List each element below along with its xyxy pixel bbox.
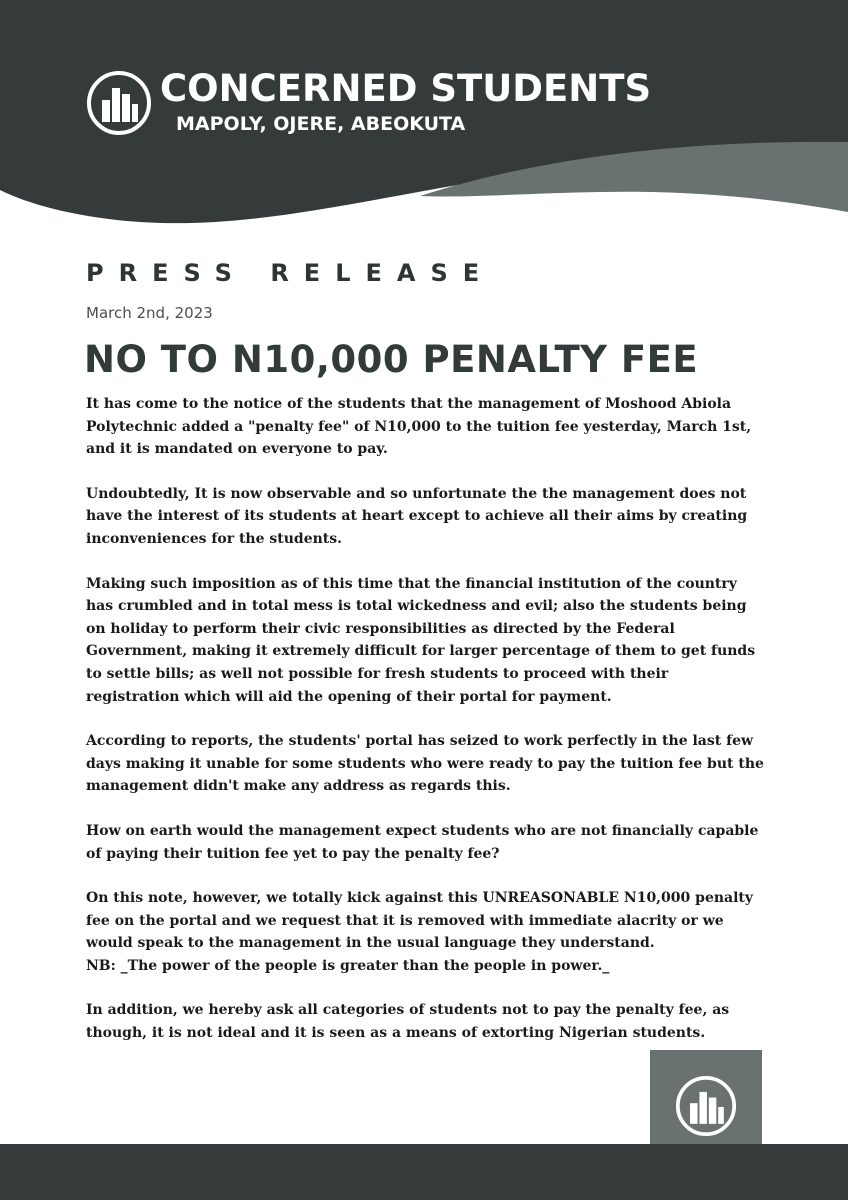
org-name: CONCERNED STUDENTS [160,67,652,110]
buildings-circle-logo-icon [86,70,152,136]
release-date: March 2nd, 2023 [86,304,213,322]
paragraph-2: Undoubtedly, It is now observable and so unfortunate the the management does not have the interest of its students at heart except to achieve all their aims by creating inconveniences for the students. [86,485,748,547]
press-release-label: PRESS RELEASE [86,259,495,287]
headline: NO TO N10,000 PENALTY FEE [84,338,699,381]
org-location: MAPOLY, OJERE, ABEOKUTA [176,113,466,135]
paragraph-4: According to reports, the students' portal has seized to work perfectly in the last few days making it unable for some students who were ready to pay the tuition fee but the management didn't make any address as regards this. [86,733,764,795]
footer-bar [0,1144,848,1200]
buildings-circle-logo-icon [675,1075,737,1137]
paragraph-3: Making such imposition as of this time that the financial institution of the country has crumbled and in total mess is total wickedness and evil; also the students being on holiday to perform their civic responsibilities as directed by the Federal Government, making it extremely difficult for larger percentage of them to get funds to settle bills; as well not possible for fresh students to proceed with their registration which will aid the opening of their portal for payment. [86,575,756,705]
paragraph-7: In addition, we hereby ask all categories of students not to pay the penalty fee, as though, it is not ideal and it is seen as a means of extorting Nigerian students. [86,1002,730,1042]
paragraph-1: It has come to the notice of the students that the management of Moshood Abiola Polytechnic added a "penalty fee" of N10,000 to the tuition fee yesterday, March 1st, and it is mandated on everyone to pay. [86,396,752,458]
paragraph-6: On this note, however, we totally kick against this UNREASONABLE N10,000 penalty fee on the portal and we request that it is removed with immediate alacrity or we would speak to the management in the usual language they understand. [86,890,754,952]
release-body [86,393,766,1067]
nb-note: NB: _The power of the people is greater than the people in power._ [86,957,610,974]
paragraph-5: How on earth would the management expect students who are not financially capable of paying their tuition fee yet to pay the penalty fee? [86,822,759,862]
